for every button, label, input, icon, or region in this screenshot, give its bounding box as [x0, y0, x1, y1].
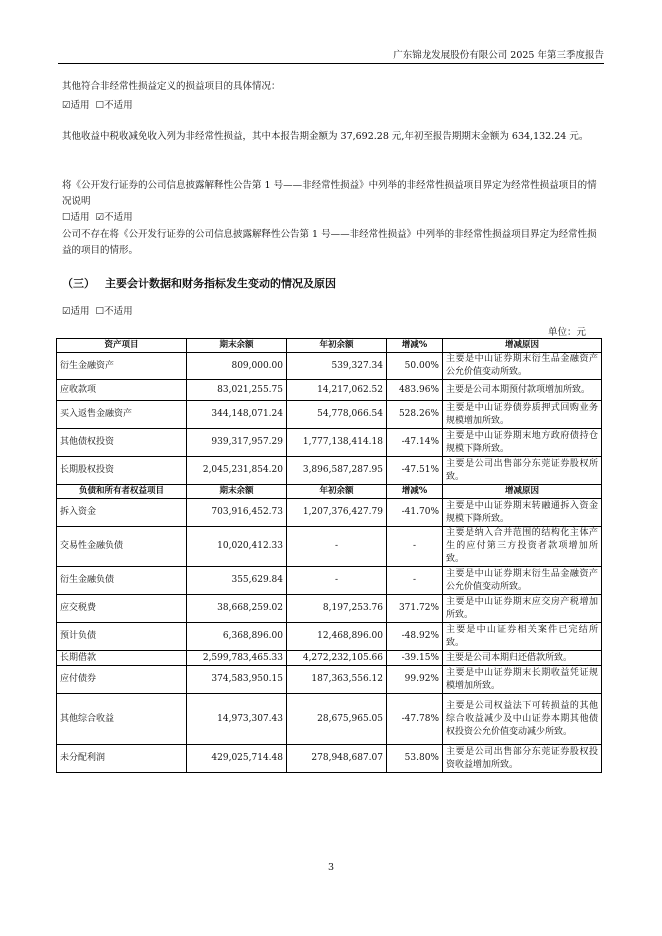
checkbox-not-applicable: ☐不适用	[95, 306, 133, 317]
column-header: 期末余额	[187, 339, 287, 353]
change-percent-cell: -48.92%	[387, 623, 443, 651]
checkbox-applicable: ☑适用	[62, 306, 90, 317]
page-number: 3	[327, 862, 335, 873]
closing-balance-cell: 939,317,957.29	[187, 429, 287, 457]
change-reason-cell: 主要是中山证券期末衍生品金融资产公允价值变动所致。	[443, 353, 602, 380]
applicability-check-3	[62, 304, 602, 320]
change-reason-cell: 主要是中山证券期末长期收益凭证规模增加所致。	[443, 666, 602, 694]
section-title-text: 主要会计数据和财务指标发生变动的情况及原因	[105, 277, 336, 290]
closing-balance-cell: 38,668,259.02	[187, 595, 287, 623]
change-reason-cell: 主要是中山证券相关案件已完结所致。	[443, 623, 602, 651]
change-percent-cell: -39.15%	[387, 651, 443, 666]
table-row	[57, 745, 602, 773]
closing-balance-cell: 344,148,071.24	[187, 401, 287, 429]
table-row	[57, 527, 602, 567]
opening-balance-cell: 187,363,556.12	[287, 666, 387, 694]
opening-balance-cell: 14,217,062.52	[287, 380, 387, 401]
item-name-cell: 拆入资金	[57, 499, 187, 527]
column-header: 增减原因	[443, 485, 602, 499]
opening-balance-cell: -	[287, 567, 387, 595]
column-header: 增减原因	[443, 339, 602, 353]
opening-balance-cell: 1,777,138,414.18	[287, 429, 387, 457]
table-header-row	[57, 485, 602, 499]
change-reason-cell: 主要是公司本期预付款项增加所致。	[443, 380, 602, 401]
column-header: 增减%	[387, 485, 443, 499]
column-header: 期末余额	[187, 485, 287, 499]
change-percent-cell: -41.70%	[387, 499, 443, 527]
item-name-cell: 衍生金融资产	[57, 353, 187, 380]
item-name-cell: 应交税费	[57, 595, 187, 623]
section-heading	[62, 275, 336, 291]
closing-balance-cell: 83,021,255.75	[187, 380, 287, 401]
item-name-cell: 其他综合收益	[57, 694, 187, 745]
item-name-cell: 应收款项	[57, 380, 187, 401]
closing-balance-cell: 809,000.00	[187, 353, 287, 380]
checkbox-not-applicable: ☑不适用	[95, 212, 133, 223]
change-percent-cell: 99.92%	[387, 666, 443, 694]
checkbox-applicable: ☑适用	[62, 100, 90, 111]
opening-balance-cell: 12,468,896.00	[287, 623, 387, 651]
closing-balance-cell: 6,368,896.00	[187, 623, 287, 651]
change-reason-cell: 主要是纳入合并范围的结构化主体产生的应付第三方投资者款项增加所致。	[443, 527, 602, 567]
paragraph-tax-exemption: 其他收益中税收减免收入列为非经常性损益，其中本报告期金额为 37,692.28 元,年初至报告期期末金额为 634,132.24 元。	[62, 131, 589, 142]
column-header: 年初余额	[287, 485, 387, 499]
checkbox-applicable: ☐适用	[62, 212, 90, 223]
change-reason-cell: 主要是中山证券债券质押式回购业务规模增加所致。	[443, 401, 602, 429]
opening-balance-cell: 4,272,232,105.66	[287, 651, 387, 666]
table-row	[57, 401, 602, 429]
table-row	[57, 694, 602, 745]
item-name-cell: 交易性金融负债	[57, 527, 187, 567]
item-name-cell: 应付债券	[57, 666, 187, 694]
table-row	[57, 666, 602, 694]
closing-balance-cell: 14,973,307.43	[187, 694, 287, 745]
table-row	[57, 651, 602, 666]
opening-balance-cell: 54,778,066.54	[287, 401, 387, 429]
change-percent-cell: 371.72%	[387, 595, 443, 623]
section-number: （三）	[62, 277, 95, 290]
column-header: 年初余额	[287, 339, 387, 353]
table-row	[57, 353, 602, 380]
item-name-cell: 预计负债	[57, 623, 187, 651]
table-header-row	[57, 339, 602, 353]
table-row	[57, 429, 602, 457]
table-row	[57, 457, 602, 485]
paragraph-no-reclassification: 公司不存在将《公开发行证券的公司信息披露解释性公告第 1 号——非经常性损益》中列举的非经常性损益项目界定为经常性损益的项目的情形。	[62, 229, 597, 256]
change-percent-cell: -	[387, 567, 443, 595]
change-reason-cell: 主要是公司出售部分东莞证券股权所致。	[443, 457, 602, 485]
report-header-title: 广东锦龙发展股份有限公司 2025 年第三季度报告	[393, 50, 604, 61]
column-header: 负债和所有者权益项目	[57, 485, 187, 499]
item-name-cell: 长期借款	[57, 651, 187, 666]
change-percent-cell: 50.00%	[387, 353, 443, 380]
table-row	[57, 595, 602, 623]
opening-balance-cell: 278,948,687.07	[287, 745, 387, 773]
change-reason-cell: 主要是公司权益法下可转损益的其他综合收益减少及中山证券本期其他债权投资公允价值变动减少所致。	[443, 694, 602, 745]
change-reason-cell: 主要是中山证券期末应交房产税增加所致。	[443, 595, 602, 623]
change-reason-cell: 主要是中山证券期末衍生品金融资产公允价值变动所致。	[443, 567, 602, 595]
item-name-cell: 买入返售金融资产	[57, 401, 187, 429]
change-reason-cell: 主要是公司出售部分东莞证券股权投资收益增加所致。	[443, 745, 602, 773]
table-row	[57, 380, 602, 401]
item-name-cell: 其他债权投资	[57, 429, 187, 457]
column-header: 增减%	[387, 339, 443, 353]
paragraph-classification-note: 将《公开发行证券的公司信息披露解释性公告第 1 号——非经常性损益》中列举的非经常性损益项目界定为经常性损益项目的情况说明	[62, 180, 597, 207]
table-row	[57, 499, 602, 527]
opening-balance-cell: -	[287, 527, 387, 567]
change-reason-cell: 主要是中山证券期末转融通拆入资金规模下降所致。	[443, 499, 602, 527]
closing-balance-cell: 703,916,452.73	[187, 499, 287, 527]
table-row	[57, 567, 602, 595]
item-name-cell: 未分配利润	[57, 745, 187, 773]
opening-balance-cell: 28,675,965.05	[287, 694, 387, 745]
closing-balance-cell: 10,020,412.33	[187, 527, 287, 567]
change-percent-cell: 53.80%	[387, 745, 443, 773]
closing-balance-cell: 374,583,950.15	[187, 666, 287, 694]
closing-balance-cell: 2,045,231,854.20	[187, 457, 287, 485]
change-percent-cell: -47.14%	[387, 429, 443, 457]
opening-balance-cell: 8,197,253.76	[287, 595, 387, 623]
change-percent-cell: 528.26%	[387, 401, 443, 429]
checkbox-not-applicable: ☐不适用	[95, 100, 133, 111]
item-name-cell: 长期股权投资	[57, 457, 187, 485]
change-reason-cell: 主要是中山证券期末地方政府债持仓规模下降所致。	[443, 429, 602, 457]
financial-changes-table	[56, 338, 602, 773]
closing-balance-cell: 2,599,783,465.33	[187, 651, 287, 666]
change-percent-cell: -47.51%	[387, 457, 443, 485]
opening-balance-cell: 3,896,587,287.95	[287, 457, 387, 485]
column-header: 资产项目	[57, 339, 187, 353]
opening-balance-cell: 539,327.34	[287, 353, 387, 380]
change-percent-cell: -47.78%	[387, 694, 443, 745]
change-percent-cell: 483.96%	[387, 380, 443, 401]
unit-label: 单位：元	[547, 327, 586, 338]
table-row	[57, 623, 602, 651]
change-percent-cell: -	[387, 527, 443, 567]
change-reason-cell: 主要是公司本期归还借款所致。	[443, 651, 602, 666]
opening-balance-cell: 1,207,376,427.79	[287, 499, 387, 527]
closing-balance-cell: 355,629.84	[187, 567, 287, 595]
closing-balance-cell: 429,025,714.48	[187, 745, 287, 773]
header-divider	[58, 63, 604, 64]
item-name-cell: 衍生金融负债	[57, 567, 187, 595]
applicability-check-1	[62, 98, 602, 114]
applicability-check-2	[62, 210, 602, 226]
paragraph-other-items: 其他符合非经常性损益定义的损益项目的具体情况：	[62, 81, 281, 92]
